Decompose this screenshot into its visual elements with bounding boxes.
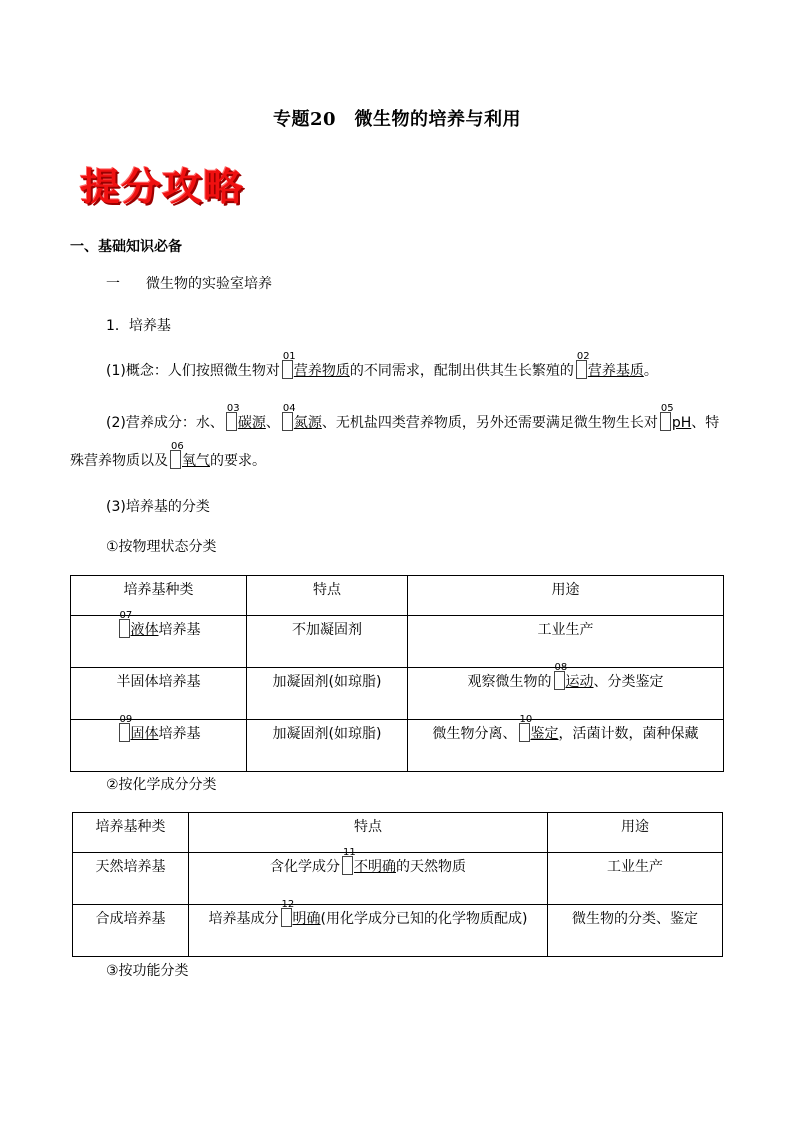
blank-box: 03: [226, 412, 237, 431]
banner-logo: 提分攻略: [80, 165, 244, 210]
blank-box: 05: [660, 412, 671, 431]
blank-box: 04: [282, 412, 293, 431]
blank-box: 01: [282, 360, 293, 379]
table-row: 天然培养基 含化学成分 11 不明确的天然物质 工业生产: [73, 853, 723, 905]
blank-box: 02: [576, 360, 587, 379]
item-heading: 1．培养基: [106, 318, 171, 334]
concept-paragraph: (1)概念：人们按照微生物对 01 营养物质的不同需求，配制出供其生长繁殖的 02 营养基质。: [106, 351, 658, 379]
nutrients-paragraph-cont: 殊营养物质以及 06 氧气的要求。: [70, 441, 266, 469]
nutrients-paragraph: (2)营养成分：水、 03 碳源、 04 氮源、无机盐四类营养物质，另外还需要满足微生物生长对 05 pH、特: [106, 403, 720, 431]
table-header: 特点: [189, 813, 548, 853]
blank-box: 06: [170, 450, 181, 469]
section-heading: 一、基础知识必备: [70, 239, 182, 255]
table-row: 合成培养基 培养基成分 12 明确(用化学成分已知的化学物质配成) 微生物的分类、鉴定: [73, 905, 723, 957]
subsection-title: 微生物的实验室培养: [146, 276, 272, 292]
table-row: 09 固体培养基 加凝固剂(如琼脂) 微生物分离、 10 鉴定，活菌计数，菌种保藏: [71, 720, 724, 772]
table-row: 半固体培养基 加凝固剂(如琼脂) 观察微生物的 08 运动、分类鉴定: [71, 668, 724, 720]
chemical-heading: ②按化学成分分类: [106, 777, 217, 793]
chemical-table: [72, 812, 723, 957]
classify-heading: (3)培养基的分类: [106, 499, 210, 515]
physical-heading: ①按物理状态分类: [106, 539, 217, 555]
table-row: 07 液体培养基 不加凝固剂 工业生产: [71, 616, 724, 668]
subsection-dash: 一: [106, 276, 120, 292]
page-title: 专题20 微生物的培养与利用: [272, 109, 522, 130]
physical-state-table: [70, 575, 724, 772]
table-header: 培养基种类: [71, 576, 247, 616]
table-header: 特点: [247, 576, 408, 616]
table-header: 用途: [408, 576, 724, 616]
function-heading: ③按功能分类: [106, 963, 189, 979]
table-header: 用途: [548, 813, 723, 853]
table-header: 培养基种类: [73, 813, 189, 853]
